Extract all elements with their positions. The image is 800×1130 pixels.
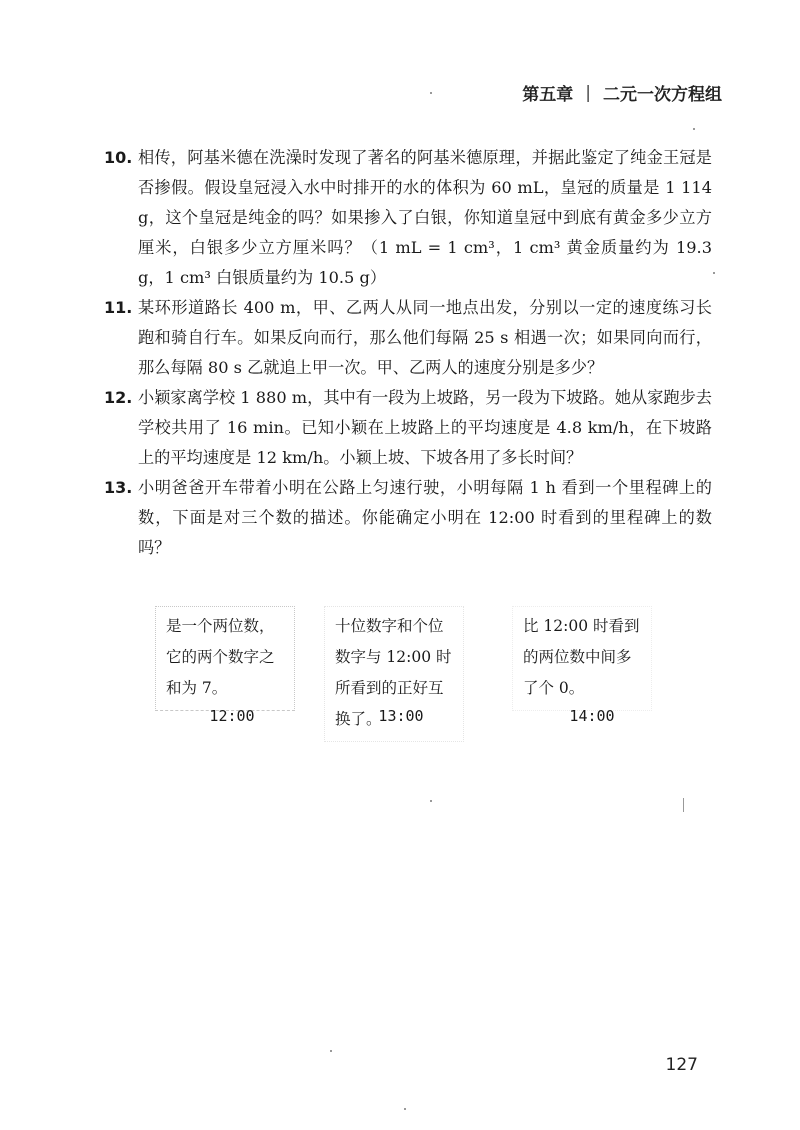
milestone-clues <box>140 600 660 740</box>
problem-10 <box>104 143 712 293</box>
scan-speck <box>683 798 684 812</box>
clue-box-1300: 十位数字和个位数字与 12:00 时所看到的正好互换了。 <box>324 606 464 742</box>
time-label-1200: 12:00 <box>209 707 255 725</box>
problem-text: 某环形道路长 400 m，甲、乙两人从同一地点出发，分别以一定的速度练习长跑和骑自行车。如果反向而行，那么他们每隔 25 s 相遇一次；如果同向而行，那么每隔 80 s 乙就追上甲一次。甲、乙两人的速度分别是多少？ <box>138 298 712 377</box>
problem-text: 相传，阿基米德在洗澡时发现了著名的阿基米德原理，并据此鉴定了纯金王冠是否掺假。假设皇冠浸入水中时排开的水的体积为 60 mL，皇冠的质量是 1 114 g，这个皇冠是纯金的吗？如果掺入了白银，你知道皇冠中到底有黄金多少立方厘米，白银多少立方厘米吗？（1 mL = 1 cm³，1 cm³ 黄金质量约为 19.3 g，1 cm³ 白银质量约为 10.5 g） <box>138 148 712 287</box>
problem-13 <box>104 473 712 563</box>
problem-number: 13. <box>104 478 133 497</box>
scan-speck <box>713 272 715 274</box>
clue-box-1400: 比 12:00 时看到的两位数中间多了个 0。 <box>512 606 652 711</box>
header-separator: | <box>585 82 591 103</box>
problem-12 <box>104 383 712 473</box>
problem-list <box>104 143 712 563</box>
scan-speck <box>330 1050 332 1052</box>
page-number: 127 <box>665 1055 698 1075</box>
chapter-label: 第五章 <box>522 85 574 105</box>
scan-speck <box>404 1108 406 1110</box>
scan-speck <box>430 800 432 802</box>
problem-number: 11. <box>104 298 133 317</box>
time-label-1300: 13:00 <box>378 707 424 725</box>
clue-box-1200: 是一个两位数，它的两个数字之和为 7。 <box>155 606 295 711</box>
chapter-topic: 二元一次方程组 <box>603 85 722 105</box>
problem-number: 10. <box>104 148 133 167</box>
problem-text: 小颖家离学校 1 880 m，其中有一段为上坡路，另一段为下坡路。她从家跑步去学校共用了 16 min。已知小颖在上坡路上的平均速度是 4.8 km/h，在下坡路上的平均速度是 12 km/h。小颖上坡、下坡各用了多长时间？ <box>138 388 712 467</box>
scan-speck <box>693 128 695 130</box>
chapter-header <box>522 80 722 105</box>
problem-number: 12. <box>104 388 133 407</box>
problem-11 <box>104 293 712 383</box>
time-label-1400: 14:00 <box>569 707 615 725</box>
problem-text: 小明爸爸开车带着小明在公路上匀速行驶，小明每隔 1 h 看到一个里程碑上的数，下面是对三个数的描述。你能确定小明在 12:00 时看到的里程碑上的数吗？ <box>138 478 712 557</box>
scan-speck <box>430 92 432 94</box>
